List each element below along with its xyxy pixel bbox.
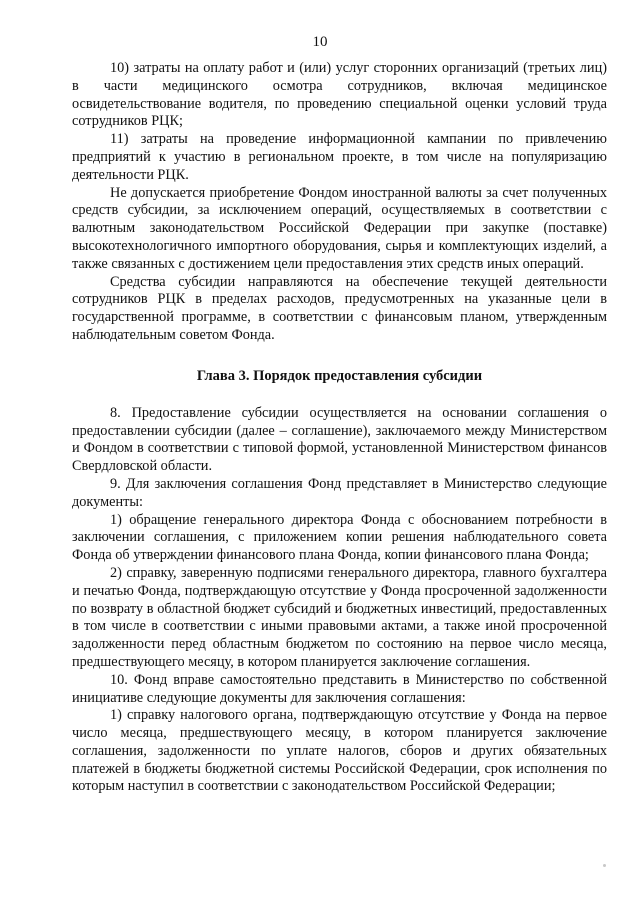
paragraph-item-11-info-campaign: 11) затраты на проведение информационной кампании по привлечению предприятий к участию в региональном проекте, в том числе на популяризацию деятельности РЦК. [72, 131, 607, 183]
paragraph-item-10-medical-costs: 10) затраты на оплату работ и (или) услуг сторонних организаций (третьих лиц) в части медицинского осмотра сотрудников, включая медицинское освидетельствование водителя, по проведению специальной оценки условий труда сотрудников РЦК; [72, 60, 607, 130]
scan-artifact-dot [603, 864, 606, 867]
page-number: 10 [312, 34, 328, 50]
paragraph-clause-10-item-1: 1) справку налогового органа, подтверждающую отсутствие у Фонда на первое число месяца, предшествующего месяцу, в котором планируется заключение соглашения, задолженности по уплате налогов, сборов и других обязательных платежей в бюджеты бюджетной системы Российской Федерации, срок исполнения по которым наступил в соответствии с законодательством Российской Федерации; [72, 707, 607, 795]
paragraph-currency-restriction: Не допускается приобретение Фондом иностранной валюты за счет полученных средств субсидии, за исключением операций, осуществляемых в соответствии с валютным законодательством Российской Федерации при закупке (поставке) высокотехнологичного импортного оборудования, сырья и комплектующих изделий, а также связанных с достижением цели предоставления этих средств иных операций. [72, 184, 607, 272]
paragraph-clause-9-item-1: 1) обращение генерального директора Фонда с обоснованием потребности в заключении соглашения, с приложением копии решения наблюдательного совета Фонда об утверждении финансового плана Фонда, копии финансового плана Фонда; [72, 511, 607, 564]
paragraph-subsidy-usage: Средства субсидии направляются на обеспечение текущей деятельности сотрудников РЦК в пределах расходов, предусмотренных на указанные цели в государственной программе, в соответствии с финансовым планом, утвержденным наблюдательным советом Фонда. [72, 273, 607, 343]
paragraph-clause-9-item-2: 2) справку, заверенную подписями генерального директора, главного бухгалтера и печатью Фонда, подтверждающую отсутствие у Фонда просроченной задолженности по возврату в областной бюджет субсидий и бюджетных инвестиций, предоставленных в том числе в соответствии с иными правовыми актами, а также иной просроченной задолженности перед областным бюджетом по состоянию на первое число месяца, предшествующего месяцу, в котором планируется заключение соглашения. [72, 564, 607, 670]
document-body [72, 60, 607, 796]
paragraph-clause-10: 10. Фонд вправе самостоятельно представить в Министерство по собственной инициативе следующие документы для заключения соглашения: [72, 671, 607, 706]
chapter-heading: Глава 3. Порядок предоставления субсидии [196, 367, 483, 384]
paragraph-clause-9: 9. Для заключения соглашения Фонд представляет в Министерство следующие документы: [72, 475, 607, 510]
paragraph-clause-8: 8. Предоставление субсидии осуществляется на основании соглашения о предоставлении субсидии (далее – соглашение), заключаемого между Министерством и Фондом в соответствии с типовой формой, установленной Министерством финансов Свердловской области. [72, 404, 607, 475]
